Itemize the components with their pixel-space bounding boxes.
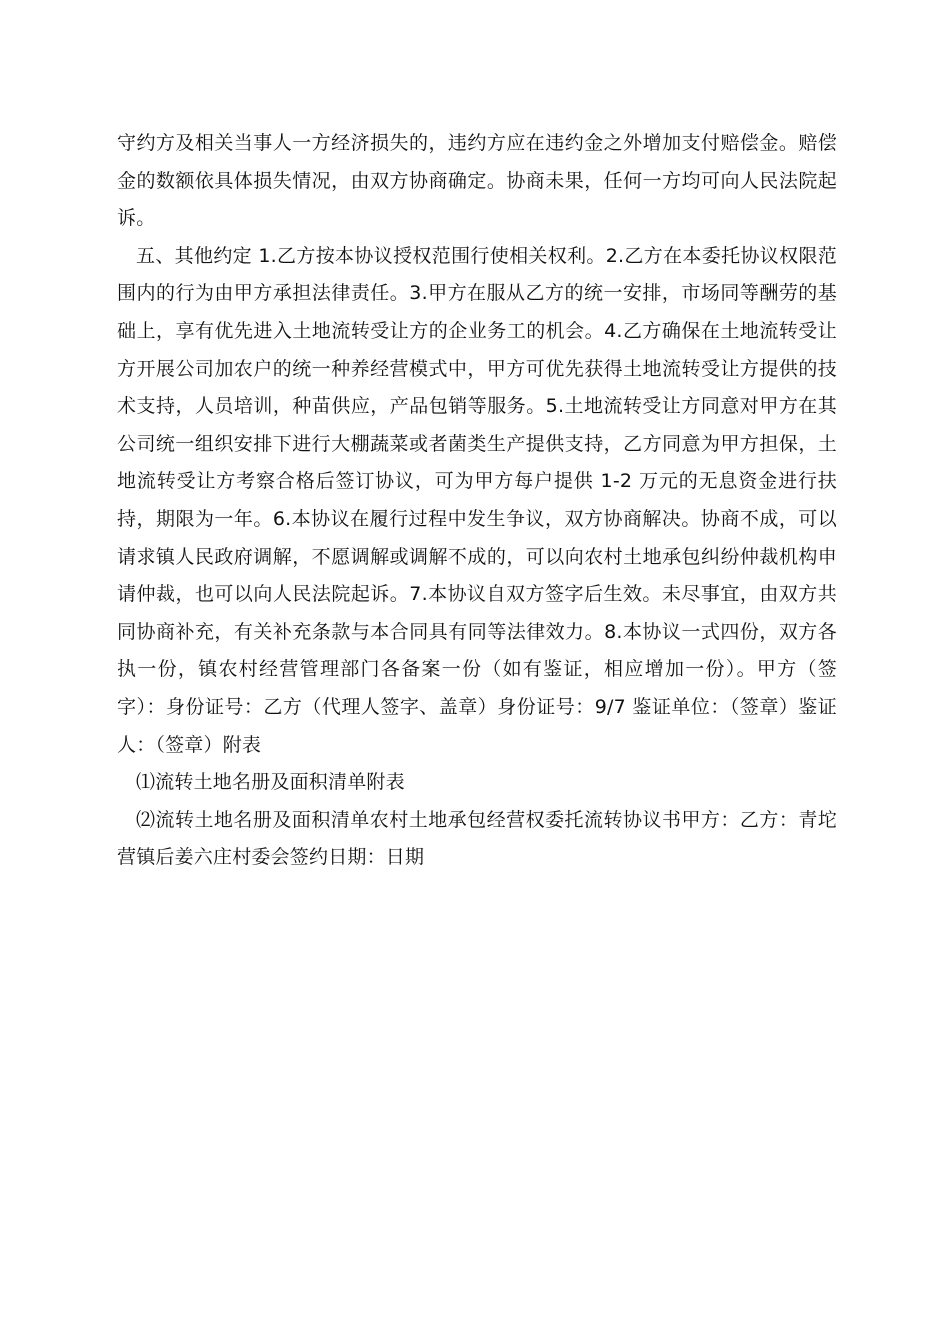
paragraph-appendix-2: ⑵流转土地名册及面积清单农村土地承包经营权委托流转协议书甲方：乙方：青坨营镇后姜六庄村委会签约日期：日期 [117,808,837,869]
paragraph-other-agreements: 五、其他约定 1.乙方按本协议授权范围行使相关权利。2.乙方在本委托协议权限范围内的行为由甲方承担法律责任。3.甲方在服从乙方的统一安排，市场同等酬劳的基础上，享有优先进入土地流转受让方的企业务工的机会。4.乙方确保在土地流转受让方开展公司加农户的统一种养经营模式中，甲方可优先获得土地流转受让方提供的技术支持，人员培训，种苗供应，产品包销等服务。5.土地流转受让方同意对甲方在其公司统一组织安排下进行大棚蔬菜或者菌类生产提供支持，乙方同意为甲方担保，土地流转受让方考察合格后签订协议，可为甲方每户提供 1-2 万元的无息资金进行扶持，期限为一年。6.本协议在履行过程中发生争议，双方协商解决。协商不成，可以请求镇人民政府调解，不愿调解或调解不成的，可以向农村土地承包纠纷仲裁机构申请仲裁，也可以向人民法院起诉。7.本协议自双方签字后生效。未尽事宜，由双方共同协商补充，有关补充条款与本合同具有同等法律效力。8.本协议一式四份，双方各执一份，镇农村经营管理部门各备案一份（如有鉴证，相应增加一份）。甲方（签字）：身份证号：乙方（代理人签字、盖章）身份证号：9/7 鉴证单位：（签章）鉴证人：（签章）附表 [117,244,837,756]
paragraph-breach-compensation: 守约方及相关当事人一方经济损失的，违约方应在违约金之外增加支付赔偿金。赔偿金的数额依具体损失情况，由双方协商确定。协商未果，任何一方均可向人民法院起诉。 [117,132,837,230]
document-body [117,125,837,877]
paragraph-appendix-1: ⑴流转土地名册及面积清单附表 [136,771,405,794]
